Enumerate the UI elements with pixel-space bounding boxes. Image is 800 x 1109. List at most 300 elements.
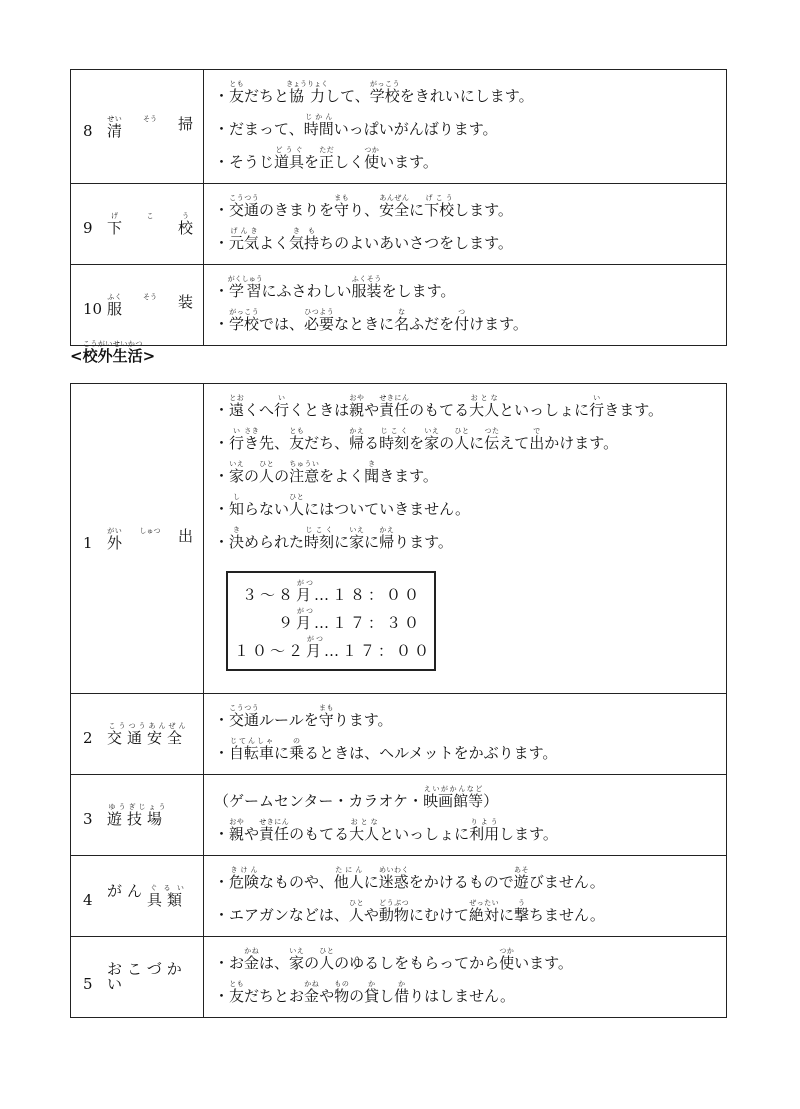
text-segment: にふさわしい bbox=[261, 282, 352, 300]
text-segment: ルールを bbox=[259, 711, 319, 729]
ruby-reading: こうつうあんぜん bbox=[107, 722, 188, 730]
text-segment: や bbox=[363, 906, 379, 924]
row-number: 4 bbox=[83, 891, 93, 909]
ruby-reading: つた bbox=[484, 427, 500, 435]
ruby-word bbox=[229, 427, 245, 452]
ruby-base: 交通安全 bbox=[107, 729, 188, 747]
ruby-base: 道具 bbox=[274, 153, 305, 171]
outside-life-rows bbox=[71, 384, 727, 1018]
text-segment: ・お bbox=[214, 954, 245, 972]
ruby-base: 月 bbox=[295, 614, 314, 632]
ruby-word bbox=[424, 427, 440, 452]
ruby-word bbox=[229, 460, 245, 485]
ruby-word bbox=[304, 980, 320, 1005]
ruby-base: 安全 bbox=[379, 201, 410, 219]
ruby-base: 元気 bbox=[229, 234, 260, 252]
ruby-base: 名 bbox=[394, 315, 410, 333]
ruby-base: 家 bbox=[424, 434, 440, 452]
text-segment: や bbox=[319, 987, 335, 1005]
ruby-word bbox=[378, 899, 409, 924]
ruby-word bbox=[289, 227, 320, 252]
ruby-word bbox=[107, 293, 122, 317]
ruby-word bbox=[289, 947, 305, 972]
heading-reading: こうがいせいかつ bbox=[82, 340, 143, 348]
ruby-base: 借 bbox=[394, 987, 410, 1005]
text-segment: がん bbox=[107, 882, 148, 900]
text-segment: りはしません。 bbox=[409, 987, 516, 1005]
text-segment: らない bbox=[244, 500, 290, 518]
ruby-word bbox=[424, 194, 455, 219]
text-segment: を bbox=[304, 153, 320, 171]
ruby-reading: とも bbox=[289, 427, 305, 435]
text-segment: ります。 bbox=[394, 533, 453, 551]
text-segment: をよく bbox=[319, 467, 365, 485]
text-segment: います。 bbox=[379, 153, 438, 171]
ruby-base: 遊技場 bbox=[107, 810, 168, 828]
ruby-base: 下校 bbox=[424, 201, 455, 219]
ruby-reading: ちゅうい bbox=[289, 460, 320, 468]
row-number: 1 bbox=[83, 533, 93, 552]
rule-item bbox=[214, 980, 720, 1007]
text-segment: きます。 bbox=[379, 467, 438, 485]
rule-item bbox=[214, 146, 720, 173]
text-segment: して、 bbox=[325, 87, 370, 105]
ruby-base: 大人 bbox=[469, 401, 500, 419]
ruby-base: 金 bbox=[244, 954, 260, 972]
ruby-base: 交通 bbox=[229, 201, 260, 219]
text-segment: められた bbox=[244, 533, 305, 551]
ruby-base: 清 bbox=[107, 121, 123, 140]
text-segment: だち、 bbox=[304, 434, 350, 452]
ruby-word bbox=[289, 737, 305, 762]
ruby-word bbox=[229, 493, 245, 518]
row-number: 2 bbox=[83, 729, 93, 747]
text-segment: かけます。 bbox=[544, 434, 619, 452]
rule-item bbox=[214, 493, 720, 520]
text-segment: るときは、ヘルメットをかぶります。 bbox=[304, 744, 558, 762]
text-segment: の bbox=[244, 467, 260, 485]
ruby-base: 聞 bbox=[364, 467, 380, 485]
ruby-reading: がつ bbox=[295, 579, 314, 587]
text-segment: だちと bbox=[244, 87, 290, 105]
ruby-reading: ひと bbox=[348, 899, 364, 907]
ruby-reading: まも bbox=[334, 194, 350, 202]
ruby-reading: げこう bbox=[424, 194, 455, 202]
text-segment: をします。 bbox=[381, 282, 456, 300]
ruby-base: 交通 bbox=[229, 711, 260, 729]
ruby-reading: う bbox=[177, 212, 193, 220]
row-content-cell bbox=[204, 184, 727, 265]
ruby-base: 家 bbox=[349, 533, 365, 551]
text-segment: ３～８ bbox=[241, 586, 296, 604]
text-segment: を bbox=[409, 434, 425, 452]
ruby-word bbox=[369, 80, 400, 105]
ruby-word bbox=[229, 980, 245, 1005]
ruby-base: 守 bbox=[318, 711, 334, 729]
text-segment: くへ bbox=[244, 401, 275, 419]
ruby-reading: こうつう bbox=[229, 194, 260, 202]
row-content-cell bbox=[204, 856, 727, 937]
ruby-reading: げ bbox=[107, 212, 122, 220]
text-segment: のもてる bbox=[409, 401, 470, 419]
text-segment: けます。 bbox=[469, 315, 528, 333]
text-segment: います。 bbox=[514, 954, 573, 972]
ruby-reading: まも bbox=[318, 704, 334, 712]
row-label-cell bbox=[71, 265, 204, 346]
text-segment: のゆるしをもらってから bbox=[334, 954, 500, 972]
row-number: 8 bbox=[83, 121, 93, 140]
ruby-base: 家 bbox=[289, 954, 305, 972]
text-segment: …１７：００ bbox=[324, 642, 433, 660]
text-segment: ・ bbox=[214, 825, 230, 843]
ruby-base: 下 bbox=[107, 219, 123, 237]
ruby-base: 使 bbox=[499, 954, 515, 972]
text-segment: ・ bbox=[214, 315, 230, 333]
row-title bbox=[107, 293, 203, 317]
row-title bbox=[107, 527, 203, 551]
ruby-word bbox=[107, 722, 187, 746]
ruby-reading: とも bbox=[229, 980, 245, 988]
row-label-cell bbox=[71, 384, 204, 694]
text-segment: の bbox=[439, 434, 455, 452]
ruby-reading: ふく bbox=[107, 293, 123, 301]
ruby-base: 友 bbox=[229, 987, 245, 1005]
text-segment: ・ bbox=[214, 873, 230, 891]
row-label-cell bbox=[71, 694, 204, 775]
row-label bbox=[83, 722, 203, 746]
text-segment: ふだを bbox=[409, 315, 455, 333]
ruby-base: 友 bbox=[289, 434, 305, 452]
text-segment: に bbox=[498, 906, 514, 924]
text-segment: だちとお bbox=[244, 987, 305, 1005]
ruby-reading: ぐるい bbox=[147, 884, 188, 892]
ruby-word bbox=[304, 526, 335, 551]
ruby-reading: どうぐ bbox=[274, 146, 305, 154]
text-segment: なときに bbox=[334, 315, 395, 333]
ruby-reading: きも bbox=[289, 227, 320, 235]
ruby-word bbox=[469, 394, 500, 419]
ruby-reading: ひと bbox=[454, 427, 470, 435]
ruby-base: 絶対 bbox=[468, 906, 499, 924]
ruby-base: 付 bbox=[454, 315, 470, 333]
ruby-reading: おとな bbox=[469, 394, 500, 402]
ruby-word bbox=[143, 293, 157, 317]
row-label-cell bbox=[71, 775, 204, 856]
ruby-base: 服 bbox=[107, 300, 123, 318]
ruby-reading: しゅつ bbox=[139, 526, 161, 535]
ruby-word bbox=[394, 308, 410, 333]
ruby-reading: か bbox=[364, 980, 380, 988]
text-segment: ・ bbox=[214, 467, 230, 485]
ruby-reading: い bbox=[589, 394, 605, 402]
ruby-reading: か bbox=[394, 980, 410, 988]
text-segment: に bbox=[409, 201, 425, 219]
section-heading-outside-school bbox=[70, 340, 155, 364]
row-number: 9 bbox=[83, 219, 93, 237]
ruby-base: 決 bbox=[229, 533, 245, 551]
text-segment: に bbox=[334, 533, 350, 551]
ruby-base: 映画館等 bbox=[423, 792, 484, 810]
text-segment: ・ bbox=[214, 434, 230, 452]
text-segment: ・そうじ bbox=[214, 153, 275, 171]
ruby-word bbox=[348, 899, 364, 924]
ruby-word bbox=[289, 427, 305, 452]
ruby-reading: かえ bbox=[379, 526, 395, 534]
ruby-word bbox=[140, 527, 161, 551]
ruby-word bbox=[364, 460, 380, 485]
text-segment: くときは bbox=[289, 401, 350, 419]
text-segment: や bbox=[244, 825, 260, 843]
ruby-reading: あそ bbox=[513, 866, 529, 874]
text-segment: きます。 bbox=[604, 401, 663, 419]
text-segment: １０～２ bbox=[234, 642, 307, 660]
ruby-reading: がっこう bbox=[369, 80, 400, 88]
ruby-reading: がい bbox=[107, 526, 123, 535]
rule-item bbox=[214, 227, 720, 254]
curfew-time-row bbox=[234, 607, 428, 635]
text-segment: の bbox=[304, 954, 320, 972]
outside-rule-row-1 bbox=[71, 384, 727, 694]
ruby-word bbox=[229, 80, 245, 105]
ruby-base: 人 bbox=[319, 954, 335, 972]
ruby-reading: き bbox=[364, 460, 380, 468]
rule-item bbox=[214, 194, 720, 221]
text-segment: に bbox=[274, 744, 290, 762]
ruby-reading: せきにん bbox=[379, 394, 410, 402]
ruby-base: 学校 bbox=[369, 87, 400, 105]
ruby-base: 利用 bbox=[469, 825, 500, 843]
ruby-word bbox=[244, 427, 260, 452]
school-rule-row-8 bbox=[71, 70, 727, 184]
ruby-base: 友 bbox=[229, 87, 245, 105]
ruby-word bbox=[229, 818, 245, 843]
rule-item bbox=[214, 704, 720, 731]
ruby-reading: りよう bbox=[469, 818, 500, 826]
outside-rule-row-3 bbox=[71, 775, 727, 856]
rule-item bbox=[214, 394, 720, 421]
ruby-word bbox=[229, 194, 260, 219]
row-title bbox=[107, 803, 203, 827]
ruby-base: 物 bbox=[334, 987, 350, 1005]
ruby-base: 月 bbox=[306, 642, 325, 660]
ruby-reading: ただ bbox=[319, 146, 335, 154]
text-segment: に bbox=[363, 873, 379, 891]
ruby-word bbox=[334, 980, 350, 1005]
row-title bbox=[107, 212, 203, 236]
text-segment: や bbox=[364, 401, 380, 419]
ruby-word bbox=[229, 394, 245, 419]
ruby-reading: がつ bbox=[306, 635, 325, 643]
rule-item bbox=[214, 460, 720, 487]
ruby-reading: つか bbox=[364, 146, 380, 154]
ruby-base: 伝 bbox=[484, 434, 500, 452]
ruby-word bbox=[107, 115, 122, 139]
ruby-base: 人 bbox=[348, 906, 364, 924]
ruby-reading: きょうりょく bbox=[286, 80, 329, 88]
ruby-reading: おとな bbox=[349, 818, 380, 826]
curfew-time-row bbox=[234, 635, 433, 663]
rule-item bbox=[214, 526, 720, 553]
row-title bbox=[107, 962, 203, 992]
ruby-word bbox=[513, 866, 529, 891]
ruby-reading: めいわく bbox=[378, 866, 409, 874]
ruby-reading: ぜったい bbox=[468, 899, 499, 907]
heading-kanji: 校外生活 bbox=[82, 347, 143, 365]
ruby-word bbox=[364, 146, 380, 171]
text-segment: る bbox=[364, 434, 380, 452]
ruby-reading: の bbox=[289, 737, 305, 745]
row-note bbox=[214, 785, 720, 812]
ruby-word bbox=[274, 394, 290, 419]
outside-rule-row-5 bbox=[71, 937, 727, 1018]
ruby-reading: あんぜん bbox=[379, 194, 410, 202]
text-segment: ・ bbox=[214, 711, 230, 729]
ruby-base: 責任 bbox=[259, 825, 290, 843]
ruby-word bbox=[229, 866, 260, 891]
row-label-cell bbox=[71, 937, 204, 1018]
ruby-reading: そう bbox=[143, 114, 157, 123]
text-segment: をきれいにします。 bbox=[399, 87, 534, 105]
row-content-cell bbox=[204, 265, 727, 346]
ruby-base: 自転車 bbox=[229, 744, 275, 762]
ruby-word bbox=[529, 427, 545, 452]
heading-close-bracket: > bbox=[142, 347, 156, 365]
ruby-word bbox=[259, 434, 274, 452]
school-life-rows bbox=[71, 70, 727, 346]
ruby-base: 人 bbox=[259, 467, 275, 485]
ruby-reading: かえ bbox=[349, 427, 365, 435]
ruby-base: 帰 bbox=[349, 434, 365, 452]
row-title bbox=[107, 722, 203, 746]
ruby-base: 気持 bbox=[289, 234, 320, 252]
ruby-word bbox=[178, 527, 193, 551]
ruby-base: 協力 bbox=[286, 87, 329, 105]
text-segment: ・ bbox=[214, 744, 230, 762]
text-segment: …１７：３０ bbox=[313, 614, 422, 632]
row-label bbox=[83, 884, 203, 908]
ruby-reading: ひつよう bbox=[304, 308, 335, 316]
text-segment: いっぱいがんばります。 bbox=[333, 120, 498, 138]
ruby-base: 親 bbox=[229, 825, 245, 843]
text-segment: し bbox=[379, 987, 395, 1005]
ruby-base: 時刻 bbox=[379, 434, 410, 452]
text-segment: に bbox=[469, 434, 485, 452]
ruby-base: 貸 bbox=[364, 987, 380, 1005]
ruby-word bbox=[304, 308, 335, 333]
ruby-reading: じてんしゃ bbox=[229, 737, 275, 745]
ruby-base: 注意 bbox=[289, 467, 320, 485]
ruby-base: き bbox=[244, 434, 260, 452]
heading-open-bracket: < bbox=[70, 347, 83, 365]
ruby-base: 月 bbox=[295, 586, 314, 604]
ruby-base: 正 bbox=[319, 153, 335, 171]
rule-item bbox=[214, 113, 720, 140]
text-segment: にはついていきません。 bbox=[304, 500, 470, 518]
row-label bbox=[83, 803, 203, 827]
ruby-reading: たにん bbox=[333, 866, 364, 874]
ruby-reading: し bbox=[229, 493, 245, 501]
ruby-word bbox=[454, 308, 470, 333]
row-label bbox=[83, 212, 203, 236]
ruby-reading: げんき bbox=[229, 227, 260, 235]
ruby-word bbox=[394, 980, 410, 1005]
ruby-word bbox=[274, 146, 305, 171]
ruby-word bbox=[227, 275, 263, 300]
ruby-word bbox=[303, 113, 334, 138]
text-segment: しく bbox=[334, 153, 365, 171]
ruby-word bbox=[379, 194, 410, 219]
text-segment: ・ bbox=[214, 201, 230, 219]
ruby-base: 掃 bbox=[177, 114, 193, 133]
ruby-word bbox=[289, 460, 320, 485]
ruby-reading: つ bbox=[454, 308, 470, 316]
row-label bbox=[83, 527, 203, 551]
ruby-word bbox=[364, 980, 380, 1005]
ruby-word bbox=[178, 212, 193, 236]
ruby-word bbox=[229, 308, 260, 333]
ruby-word bbox=[513, 899, 529, 924]
ruby-reading: ひと bbox=[289, 493, 305, 501]
ruby-base: 学校 bbox=[229, 315, 260, 333]
ruby-base: 乗 bbox=[289, 744, 305, 762]
school-life-table bbox=[70, 69, 727, 346]
text-segment: ・ bbox=[214, 533, 230, 551]
text-segment: びません。 bbox=[528, 873, 605, 891]
ruby-reading: とも bbox=[229, 80, 245, 88]
ruby-base: 校 bbox=[177, 219, 193, 237]
text-segment: えて bbox=[499, 434, 530, 452]
outside-life-table bbox=[70, 383, 727, 1018]
ruby-reading: もの bbox=[334, 980, 350, 988]
ruby-base: 人 bbox=[454, 434, 470, 452]
row-title bbox=[107, 884, 203, 908]
ruby-word bbox=[306, 635, 325, 660]
ruby-reading: う bbox=[513, 899, 529, 907]
ruby-base: 時間 bbox=[303, 120, 334, 138]
ruby-reading: かね bbox=[244, 947, 260, 955]
row-label-cell bbox=[71, 856, 204, 937]
ruby-base: 行 bbox=[274, 401, 290, 419]
ruby-base: 外 bbox=[107, 533, 123, 552]
row-label bbox=[83, 293, 203, 317]
ruby-word bbox=[143, 115, 157, 139]
ruby-word bbox=[378, 866, 409, 891]
ruby-word bbox=[468, 899, 499, 924]
text-segment: おこづかい bbox=[107, 960, 187, 993]
text-segment: り、 bbox=[349, 201, 380, 219]
text-segment: ・ bbox=[214, 500, 230, 518]
ruby-reading: そう bbox=[143, 293, 157, 301]
ruby-reading: じこく bbox=[304, 526, 335, 534]
text-segment: ・エアガンなどは、 bbox=[214, 906, 349, 924]
rule-item bbox=[214, 427, 720, 454]
ruby-base: 時刻 bbox=[304, 533, 335, 551]
ruby-word bbox=[259, 460, 275, 485]
ruby-word bbox=[333, 866, 364, 891]
text-segment: …１８：００ bbox=[313, 586, 422, 604]
outside-rule-row-2 bbox=[71, 694, 727, 775]
rule-item bbox=[214, 275, 720, 302]
ruby-word bbox=[349, 526, 365, 551]
ruby-base: 出 bbox=[177, 526, 193, 545]
ruby-reading: い bbox=[274, 394, 290, 402]
ruby-reading: とお bbox=[229, 394, 245, 402]
ruby-word bbox=[286, 80, 329, 105]
ruby-reading: つか bbox=[499, 947, 515, 955]
ruby-reading: じこく bbox=[379, 427, 410, 435]
row-number: 3 bbox=[83, 810, 93, 828]
outside-rule-row-4 bbox=[71, 856, 727, 937]
